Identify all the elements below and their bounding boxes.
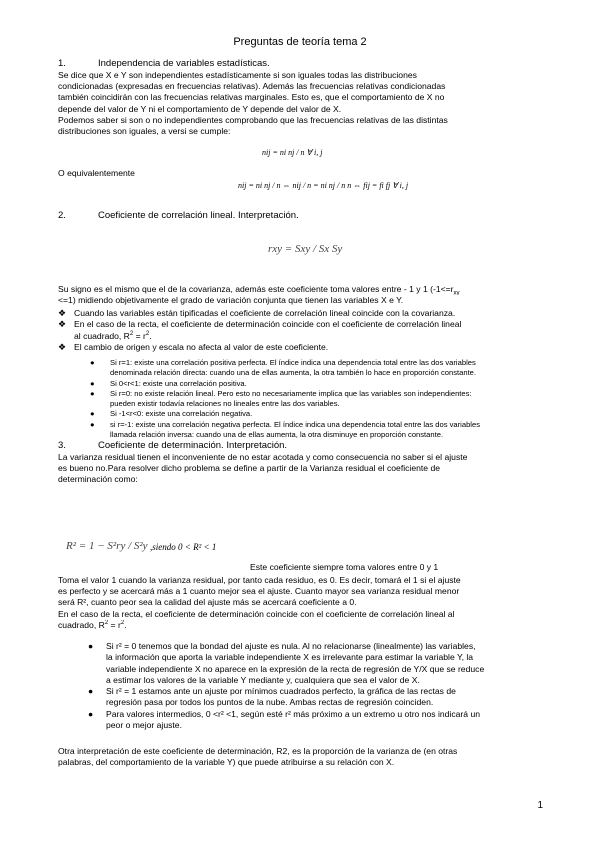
- diamond-bullet-icon: ❖: [58, 308, 67, 318]
- list-item-text: la información que aporta la variable independiente X es irrelevante para estimar la variable Y, la: [106, 652, 474, 663]
- list-item-text: regresión pasa por todos los puntos de la nube. Ambas rectas de regresión coinciden.: [106, 697, 434, 708]
- list-item-text: En el caso de la recta, el coeficiente de determinación coincide con el coeficiente de correlación lineal: [74, 319, 462, 330]
- list-item-text: Si 0<r<1: existe una correlación positiva.: [110, 378, 247, 388]
- list-item-text: Cuando las variables están tipificadas el coeficiente de correlación lineal coincide con la covarianza.: [74, 308, 456, 318]
- text-line: Este coeficiente siempre toma valores entre 0 y 1: [250, 562, 439, 572]
- text-line: es bueno no.Para resolver dicho problema se define a partir de la Varianza residual el coeficiente de: [58, 463, 441, 474]
- list-item-text-tail: = r: [133, 330, 146, 341]
- list-item: [58, 342, 548, 353]
- list-item-text: si r=-1: existe una correlación negativa perfecta. El índice indica una dependencia total entre las dos variables: [110, 419, 480, 429]
- text-line: [58, 284, 543, 295]
- diamond-bullet-icon: ❖: [58, 319, 67, 330]
- text-line: cuadrado, $R^2 = r^2$.: [58, 619, 127, 630]
- bullet-icon: ●: [90, 419, 95, 429]
- s3-range-note: [250, 562, 550, 573]
- section-3-heading: [58, 440, 287, 451]
- independence-formula-equivalent: nij = ni nj / n ⇔ nij / n = ni nj / n n ⇔ fij = fi fj ∀ i, j: [238, 181, 409, 190]
- diamond-bullet-icon: ❖: [58, 341, 67, 352]
- list-item-text: pueden existir todavía relaciones no lineales entre las dos variables.: [110, 399, 340, 409]
- list-item: [90, 389, 550, 410]
- section-1-heading: [58, 58, 270, 69]
- list-item: [88, 686, 550, 709]
- bullet-icon: ●: [88, 686, 94, 697]
- list-item-text: llamada relación inversa: cuando una de ellas aumenta, la otra disminuye en proporción constante.: [110, 430, 444, 440]
- list-item-text: Si r² = 0 tenemos que la bondad del ajuste es nula. Al no relacionarse (linealmente) las variables,: [106, 641, 476, 651]
- list-item: [90, 358, 550, 379]
- bullet-icon: ●: [90, 378, 95, 388]
- independence-formula: nij = ni nj / n ∀ i, j: [262, 148, 323, 157]
- text-line: también coincidirán con las frecuencias relativas marginales. Esto es, que el comportamiento de X no: [58, 92, 445, 103]
- s3-paragraph-3: [58, 746, 543, 768]
- text-line: es perfecto y se acercará más a 1 cuanto mejor sea el ajuste. Cuanto mayor sea varianza residual menor: [58, 586, 460, 597]
- s3-paragraph-1: [58, 452, 543, 486]
- list-item-text: Si -1<r<0: existe una correlación negativa.: [110, 409, 253, 419]
- s2-paragraph-1: [58, 284, 543, 306]
- determination-range-condition: ,siendo 0 < R² < 1: [150, 542, 217, 552]
- text-line: Otra interpretación de este coeficiente de determinación, R2, es la proporción de la varianza de (en otras: [58, 746, 458, 756]
- text-line: palabras, del comportamiento de la variable Y) que puede atribuirse a su relación con X.: [58, 757, 395, 768]
- list-item: [90, 379, 550, 389]
- s1-alt-label: [58, 168, 543, 179]
- text-fragment: cuadrado, R: [58, 619, 105, 630]
- section-number: 2.: [58, 210, 66, 221]
- text-line: condicionadas (expresadas en frecuencias relativas). Además las frecuencias relativas condicionadas: [58, 81, 446, 92]
- text-line: determinación como:: [58, 474, 138, 485]
- page-title: Preguntas de teoría tema 2: [233, 36, 367, 48]
- section-title: Coeficiente de determinación. Interpretación.: [98, 440, 288, 451]
- section-title: Coeficiente de correlación lineal. Interpretación.: [98, 210, 299, 221]
- s2-correlation-values-list: [90, 358, 550, 440]
- list-item: [88, 641, 550, 686]
- list-item: ❖ En el caso de la recta, el coeficiente de determinación coincide con el coeficiente de correlación lineal al cuadrado, $R^2 = r^2$.: [58, 319, 462, 341]
- text-line: Se dice que X e Y son independientes estadísticamente si son iguales todas las distribuciones: [58, 70, 417, 80]
- text-line: distribuciones son iguales, a versi se cumple:: [58, 126, 231, 137]
- list-item-text: El cambio de origen y escala no afecta al valor de este coeficiente.: [74, 341, 329, 352]
- bullet-icon: ●: [90, 388, 95, 398]
- text-line: La varianza residual tienen el inconveniente de no estar acotada y como consecuencia no saber si el ajuste: [58, 452, 468, 462]
- section-2-heading: [58, 210, 299, 221]
- text-line: Toma el valor 1 cuando la varianza residual, por tanto cada residuo, es 0. Es decir, tomará el 1 si el ajuste: [58, 575, 461, 585]
- determination-formula: R² = 1 − S²ry / S²y: [66, 540, 148, 552]
- s2-properties-list: [58, 308, 548, 353]
- list-item: [90, 409, 550, 419]
- text-line: En el caso de la recta, el coeficiente de determinación coincide con el coeficiente de correlación lineal al: [58, 608, 455, 619]
- list-item: [88, 709, 550, 732]
- s3-values-list: [88, 641, 550, 731]
- list-item-text: denominada relación directa: cuando una de ellas aumenta, la otra también lo hace en proporción constante.: [110, 368, 477, 378]
- bullet-icon: ●: [88, 708, 94, 719]
- text-line: O equivalentemente: [58, 168, 135, 178]
- section-number: 1.: [58, 58, 66, 69]
- text-line: será R², cuanto peor sea la calidad del ajuste más se acercará coeficiente a 0.: [58, 597, 357, 608]
- list-item-text: variable independiente X no aparece en la expresión de la recta de regresión de Y/X que se reduce: [106, 663, 485, 674]
- text-fragment: Su signo es el mismo que el de la covarianza, además este coeficiente toma valores entre - 1 y 1 (-1<=r: [58, 284, 454, 294]
- bullet-icon: ●: [88, 641, 94, 651]
- list-item-text: Si r=1: existe una correlación positiva perfecta. El índice indica una dependencia total entre las dos variables: [110, 358, 476, 367]
- bullet-icon: ●: [90, 409, 95, 419]
- correlation-formula: rxy = Sxy / Sx Sy: [268, 243, 343, 255]
- bullet-icon: ●: [90, 358, 95, 367]
- section-number: 3.: [58, 440, 66, 451]
- list-item-text: Para valores intermedios, 0 <r² <1, según esté r² más próximo a un extremo u otro nos indicará un: [106, 708, 481, 719]
- list-item-text-cont: al cuadrado, R: [74, 330, 130, 341]
- list-item: [90, 420, 550, 441]
- text-line: depende del valor de Y ni el comportamiento de Y depende del valor de X.: [58, 103, 342, 114]
- subscript: xy: [453, 290, 460, 296]
- text-line: Podemos saber si son o no independientes comprobando que las frecuencias relativas de las distintas: [58, 114, 448, 125]
- section-title: Independencia de variables estadísticas.: [98, 58, 270, 69]
- list-item: [58, 308, 548, 319]
- text-line: <=1) midiendo objetivamente el grado de variación conjunta que tienen las variables X e Y.: [58, 295, 404, 306]
- s1-paragraph-1: [58, 70, 543, 137]
- list-item-text: a estimar los valores de la variable Y mediante y, cualquiera que sea el valor de X.: [106, 674, 420, 685]
- page-number: 1: [537, 800, 543, 811]
- list-item-text: Si r=0: no existe relación lineal. Pero esto no necesariamente implica que las variables son independientes:: [110, 388, 472, 398]
- list-item-text: Si r² = 1 estamos ante un ajuste por mínimos cuadrados perfecto, la gráfica de las rectas de: [106, 686, 456, 697]
- s3-paragraph-2: [58, 575, 543, 631]
- list-item-text: peor o mejor ajuste.: [106, 720, 182, 731]
